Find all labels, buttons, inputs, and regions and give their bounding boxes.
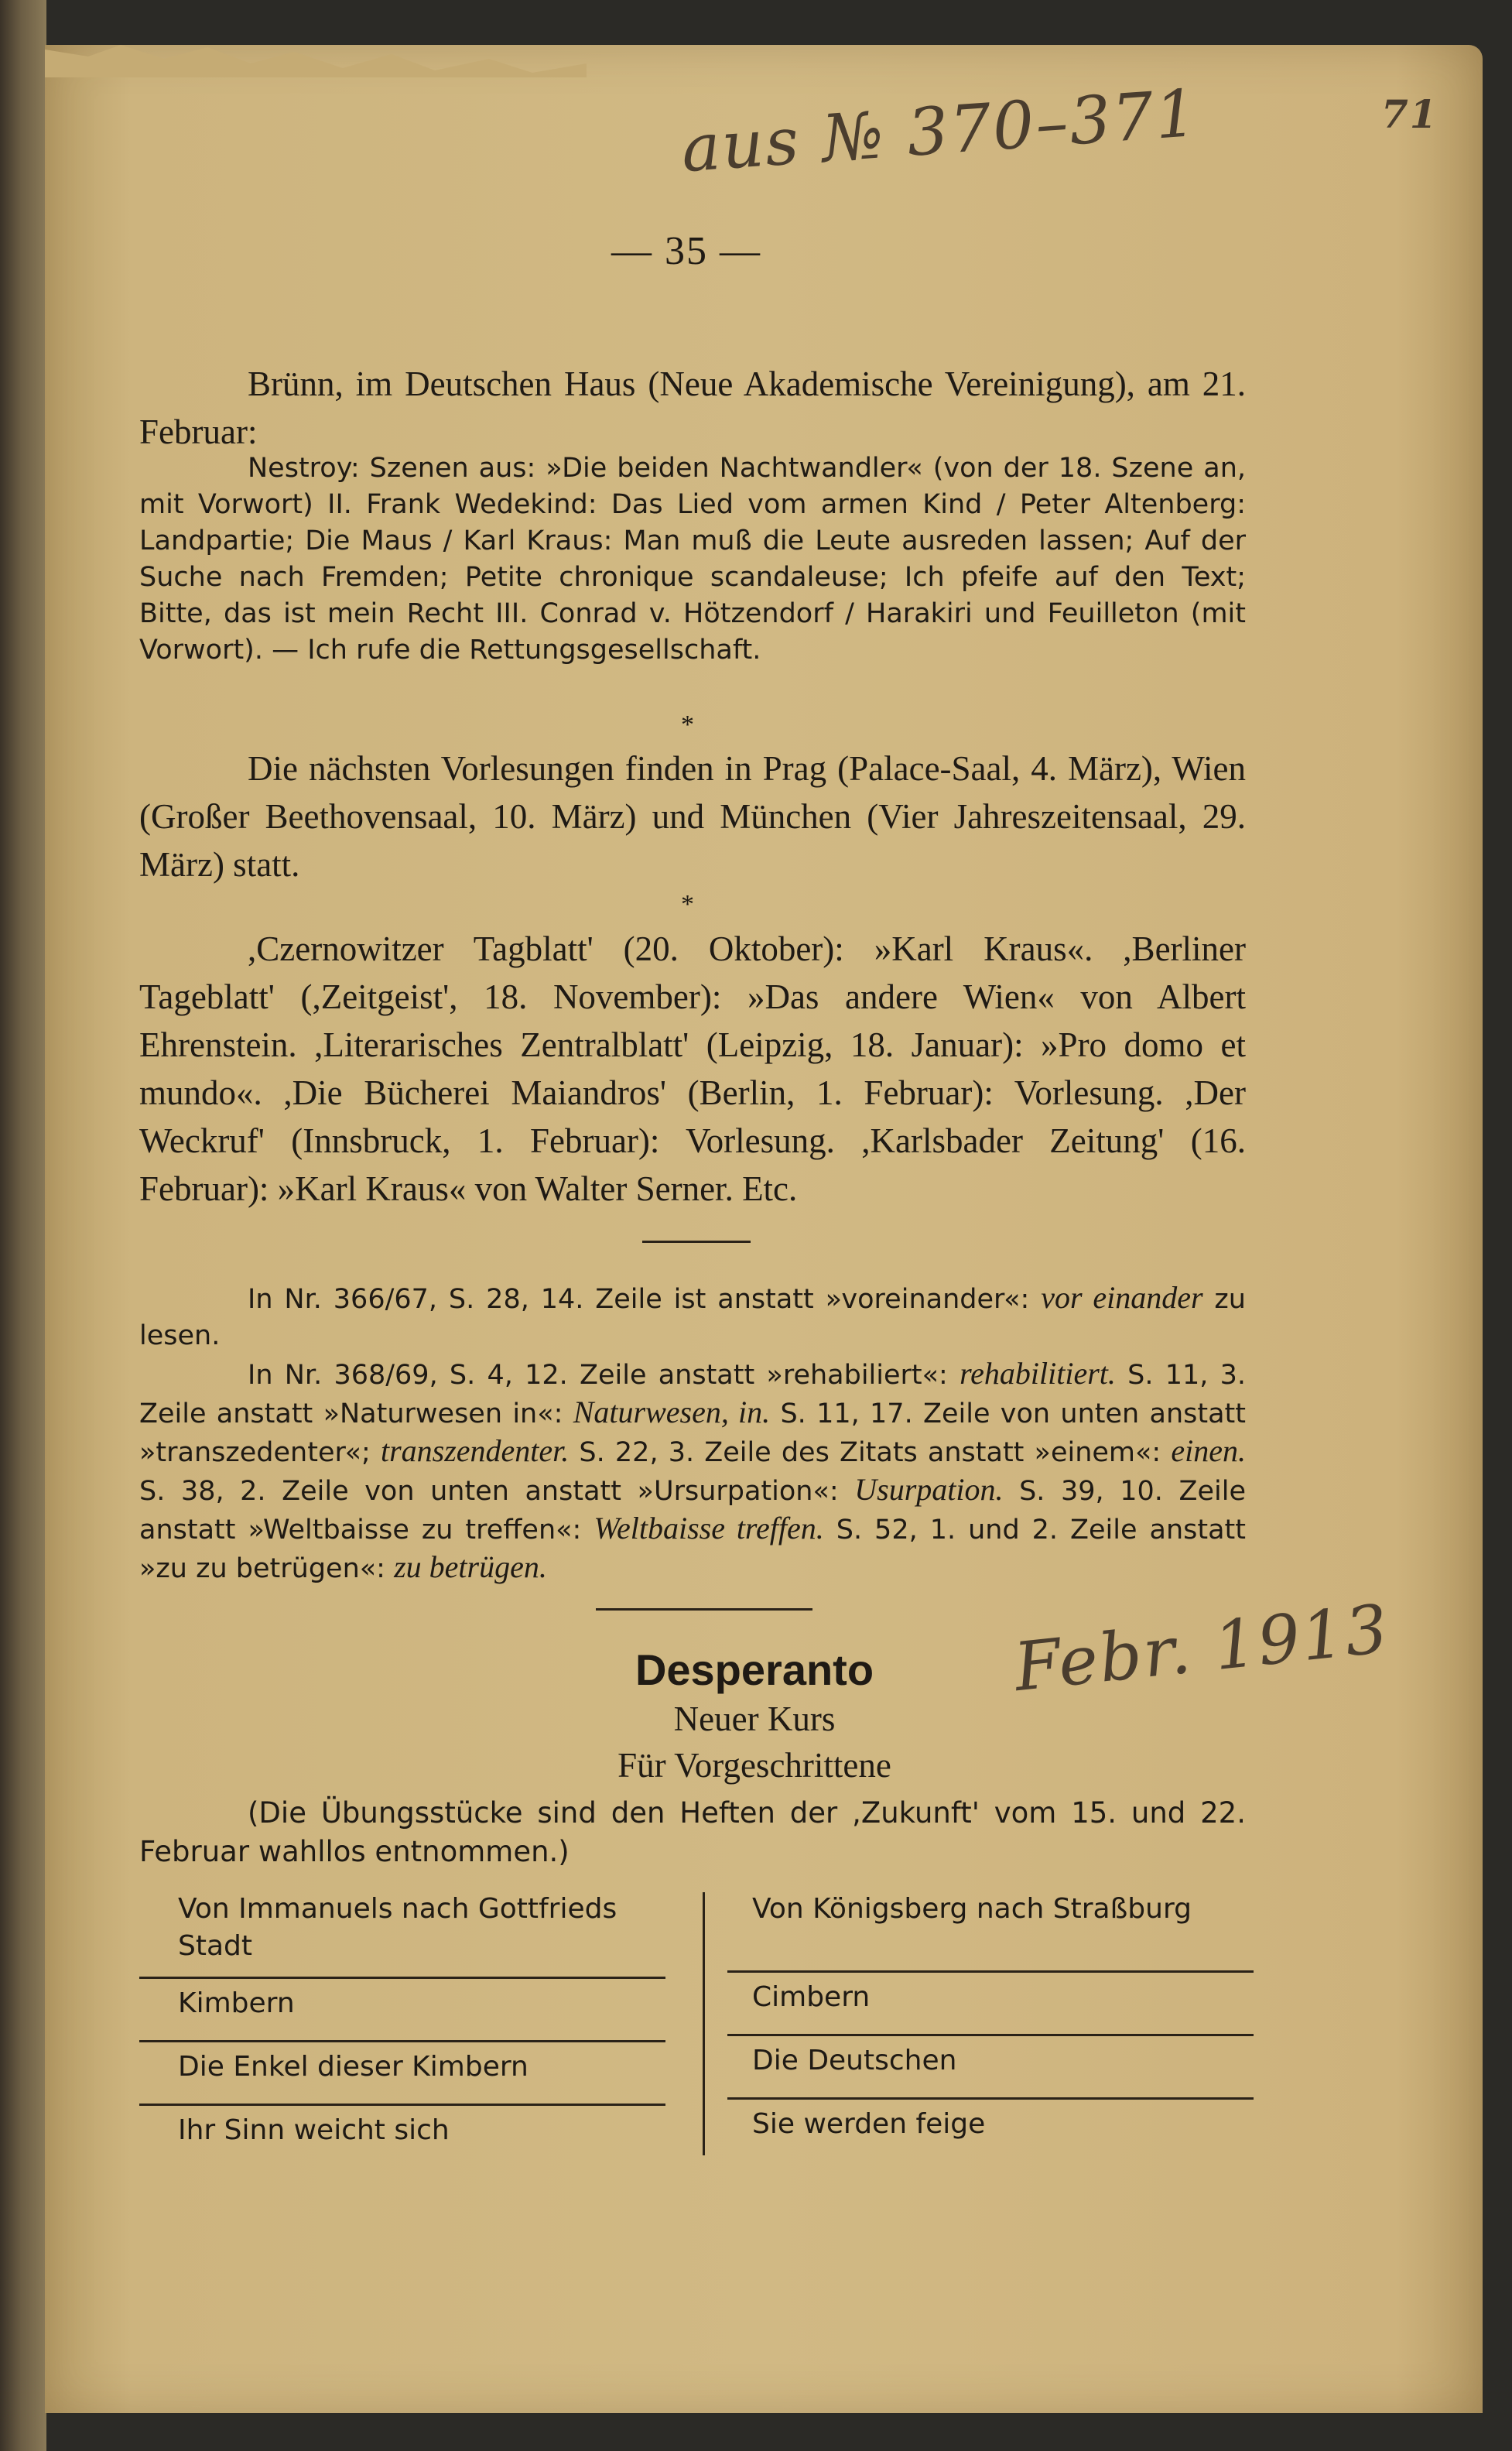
desperanto-note: (Die Übungsstücke sind den Heften der ,Zukunft' vom 15. und 22. Februar wahllos entnommen.) <box>139 1796 1246 1868</box>
table-column-left <box>139 1884 665 2169</box>
section-rule <box>642 1241 751 1243</box>
table-divider <box>703 1892 705 2155</box>
handwritten-page-mark: 71 <box>1381 91 1438 137</box>
page-number: — 35 — <box>611 229 761 273</box>
table-cell: Ihr Sinn weicht sich <box>178 2114 450 2146</box>
table-cell: Die Enkel dieser Kimbern <box>139 2042 665 2106</box>
brunn-program: Nestroy: Szenen aus: »Die beiden Nachtwandler« (von der 18. Szene an, mit Vorwort) II. Frank Wedekind: Das Lied vom armen Kind / Peter Altenberg: Landpartie; Die Maus / Karl Kraus: Man muß die Leute ausreden lassen; Auf der Suche nach Fremden; Petite chronique scandaleuse; Ich pfeife auf den Text; Bitte, das ist mein Recht III. Conrad v. Hötzendorf / Harakiri und Feuilleton (mit Vorwort). — Ich rufe die Rettungsgesellschaft. <box>139 453 1246 666</box>
book-spine <box>0 0 46 2451</box>
errata-paragraph-2: In Nr. 368/69, S. 4, 12. Zeile anstatt »rehabiliert«: rehabilitiert. S. 11, 3. Zeile anstatt »Naturwesen in«: Naturwesen, in. S. 11, 17. Zeile von unten anstatt »transzedenter«; transzendenter. S. 22, 3. Zeile des Zitats anstatt »einem«: einen. S. 38, 2. Zeile von unten anstatt »Ursurpation«: Usurpation. S. 39, 10. Zeile anstatt »Weltbaisse zu treffen«: Weltbaisse treffen. S. 52, 1. und 2. Zeile anstatt »zu zu betrügen«: zu betrügen. <box>139 1356 1246 1584</box>
desperanto-subtitle-2: Für Vorgeschrittene <box>617 1746 891 1785</box>
press-mentions-paragraph: ,Czernowitzer Tagblatt' (20. Oktober): »Karl Kraus«. ,Berliner Tageblatt' (,Zeitgeist', 18. November): »Das andere Wien« von Albert Ehrenstein. ,Literarisches Zentralblatt' (Leipzig, 18. Januar): »Pro domo et mundo«. ,Die Bücherei Maiandros' (Berlin, 1. Februar): Vorlesung. ,Der Weckruf' (Innsbruck, 1. Februar): Vorlesung. ,Karlsbader Zeitung' (16. Februar): »Karl Kraus« von Walter Serner. Etc. <box>139 929 1246 1208</box>
table-cell: Sie werden feige <box>752 2108 986 2140</box>
table-cell: Kimbern <box>139 1979 665 2042</box>
desperanto-subtitle: Neuer Kurs <box>673 1700 836 1738</box>
handwritten-archive-note: aus № 370–371 <box>679 74 1201 187</box>
section-rule <box>596 1608 812 1611</box>
table-column-right <box>727 1884 1254 2163</box>
errata-paragraph-1: In Nr. 366/67, S. 28, 14. Zeile ist anstatt »voreinander«: vor einander zu lesen. <box>139 1280 1246 1351</box>
brunn-heading: Brünn, im Deutschen Haus (Neue Akademische Vereinigung), am 21. Februar: <box>139 365 1246 451</box>
table-cell: Cimbern <box>727 1973 1254 2036</box>
handwritten-date-note: Febr. 1913 <box>1011 1590 1394 1707</box>
separator-asterisk: * <box>681 710 694 739</box>
table-cell: Die Deutschen <box>727 2036 1254 2100</box>
separator-asterisk: * <box>681 890 694 919</box>
table-cell: Von Königsberg nach Straßburg <box>727 1884 1254 1973</box>
next-readings-paragraph: Die nächsten Vorlesungen finden in Prag (Palace-Saal, 4. März), Wien (Großer Beethovensaal, 10. März) und München (Vier Jahreszeitensaal, 29. März) statt. <box>139 749 1246 884</box>
table-cell: Von Immanuels nach Gottfrieds Stadt <box>139 1884 665 1979</box>
desperanto-title: Desperanto <box>635 1645 874 1694</box>
